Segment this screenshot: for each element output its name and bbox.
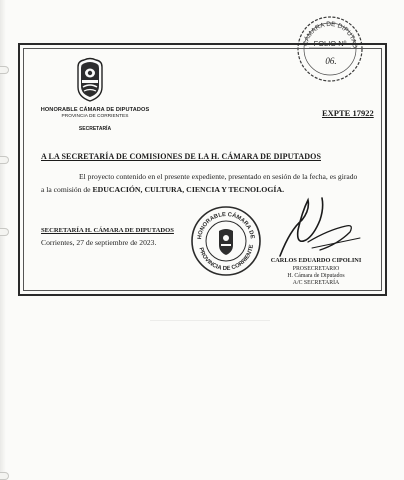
office-name: SECRETARÍA	[78, 126, 112, 132]
document-date: Corrientes, 27 de septiembre de 2023.	[41, 238, 157, 247]
handwritten-signature	[250, 190, 370, 265]
folio-ring-text: CÁMARA DE DIPUTAD	[302, 20, 359, 49]
signatory-name: CARLOS EDUARDO CIPOLINI	[270, 257, 362, 264]
signatory-title: PROSECRETARIO	[292, 266, 340, 272]
signatory-role: A/C SECRETARÍA	[292, 280, 340, 286]
document-frame	[18, 43, 387, 296]
binder-hole	[0, 66, 9, 74]
expediente-number: EXPTE 17922	[322, 108, 374, 118]
folio-label: FOLIO Nº	[313, 39, 347, 48]
binder-hole	[0, 228, 9, 236]
bleed-through-line	[150, 320, 270, 321]
stamp-top-text: HONORABLE CÁMARA DE	[196, 211, 255, 240]
signatory-body: H. Cámara de Diputados	[287, 273, 345, 279]
institution-name: HONORABLE CÁMARA DE DIPUTADOS	[40, 107, 150, 113]
binder-hole	[0, 156, 9, 164]
province-name: PROVINCIA DE CORRIENTES	[61, 114, 129, 119]
commission-name: EDUCACIÓN, CULTURA, CIENCIA Y TECNOLOGÍA.	[92, 184, 285, 194]
document-heading: A LA SECRETARÍA DE COMISIONES DE LA H. CÁMARA DE DIPUTADOS	[41, 152, 321, 161]
stamp-bottom-text: PROVINCIA DE CORRIENTE	[197, 244, 255, 273]
secretariat-label: SECRETARÍA H. CÁMARA DE DIPUTADOS	[41, 227, 174, 234]
folio-number: 06.	[325, 56, 337, 66]
binder-hole	[0, 472, 9, 480]
coat-of-arms-icon	[74, 57, 106, 103]
body-text: El proyecto contenido en el presente expediente, presentado en sesión de la fecha, es girado a la comisión de	[41, 172, 358, 194]
